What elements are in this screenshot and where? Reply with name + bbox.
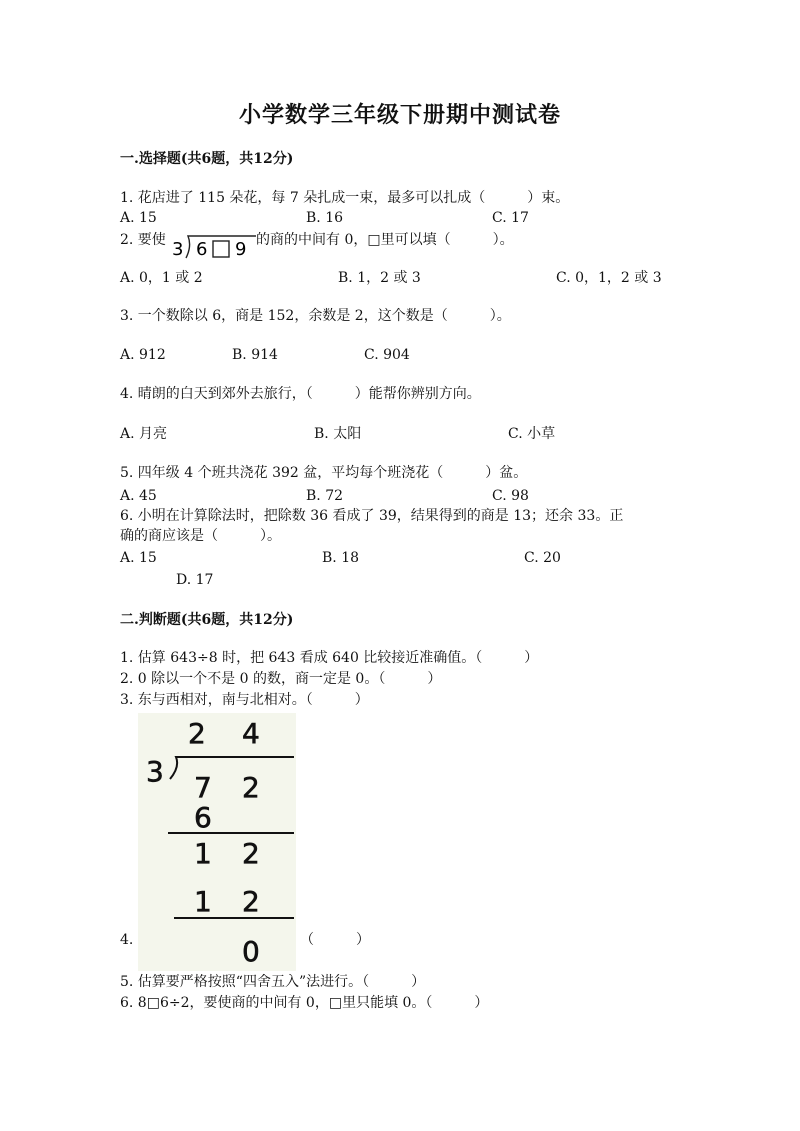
q1-option-b: B. 16 [306,210,344,226]
q3-option-b: B. 914 [232,347,278,363]
q4-option-c: C. 小草 [508,426,556,442]
j4-quotient-digit-2: 4 [242,717,260,750]
q2-option-a: A. 0，1 或 2 [120,270,203,286]
q2-digit-3: 9 [235,239,247,260]
q1-option-a: A. 15 [120,210,157,226]
q5-option-b: B. 72 [306,488,344,504]
q3-option-c: C. 904 [364,347,410,363]
j4-rem1-digit-2: 2 [242,837,260,870]
q1-option-c: C. 17 [492,210,529,226]
q2-digit-1: 6 [196,239,208,260]
q2-blank-box [213,241,229,257]
q1-stem: 1. 花店进了 115 朵花，每 7 朵扎成一束，最多可以扎成（ ）束。 [120,190,570,206]
j4-division-bracket [170,757,294,779]
q2-option-c: C. 0，1，2 或 3 [556,270,662,286]
j5-stem: 5. 估算要严格按照“四舍五入”法进行。（ ） [120,974,426,990]
q2-option-b: B. 1，2 或 3 [338,270,421,286]
q4-option-a: A. 月亮 [120,426,168,442]
j3-stem: 3. 东与西相对，南与北相对。（ ） [120,692,369,708]
q5-option-a: A. 45 [120,488,157,504]
q6-stem-line2: 确的商应该是（ ）。 [120,528,281,544]
j4-answer-blank: （ ） [300,932,370,948]
j4-step1: 6 [194,801,212,834]
j4-rem1-digit-1: 1 [194,837,212,870]
page-title: 小学数学三年级下册期中测试卷 [238,102,561,128]
j4-step2-digit-2: 2 [242,885,260,918]
q4-stem: 4. 晴朗的白天到郊外去旅行，（ ）能帮你辨别方向。 [120,386,481,402]
j4-quotient-digit-1: 2 [188,717,206,750]
j4-final-remainder: 0 [242,935,260,968]
q5-stem: 5. 四年级 4 个班共浇花 392 盆，平均每个班浇花（ ）盆。 [120,465,528,481]
j6-stem: 6. 8□6÷2，要使商的中间有 0，□里只能填 0。（ ） [120,995,489,1011]
j4-step2-digit-1: 1 [194,885,212,918]
q3-option-a: A. 912 [120,347,166,363]
q2-long-division-figure [170,232,256,262]
j4-number: 4. [120,932,134,948]
q3-stem: 3. 一个数除以 6，商是 152，余数是 2，这个数是（ ）。 [120,308,511,324]
q2-prefix: 2. 要使 [120,232,166,248]
q2-divisor: 3 [172,239,184,260]
j4-dividend-digit-1: 7 [194,771,212,804]
j1-stem: 1. 估算 643÷8 时，把 643 看成 640 比较接近准确值。（ ） [120,650,539,666]
q6-option-a: A. 15 [120,550,157,566]
j2-stem: 2. 0 除以一个不是 0 的数，商一定是 0。（ ） [120,671,442,687]
q6-stem-line1: 6. 小明在计算除法时，把除数 36 看成了 39，结果得到的商是 13；还余 33。正 [120,508,624,524]
j4-divisor: 3 [146,755,164,788]
q4-option-b: B. 太阳 [314,426,362,442]
q6-option-b: B. 18 [322,550,360,566]
j4-long-division-image [138,713,296,971]
section-heading-choice: 一.选择题(共6题，共12分) [120,151,294,167]
q6-option-d: D. 17 [176,572,214,588]
q2-suffix: 的商的中间有 0，□里可以填（ ）。 [256,232,514,248]
q5-option-c: C. 98 [492,488,529,504]
j4-dividend-digit-2: 2 [242,771,260,804]
q6-option-c: C. 20 [524,550,561,566]
section-heading-judgement: 二.判断题(共6题，共12分) [120,612,294,628]
